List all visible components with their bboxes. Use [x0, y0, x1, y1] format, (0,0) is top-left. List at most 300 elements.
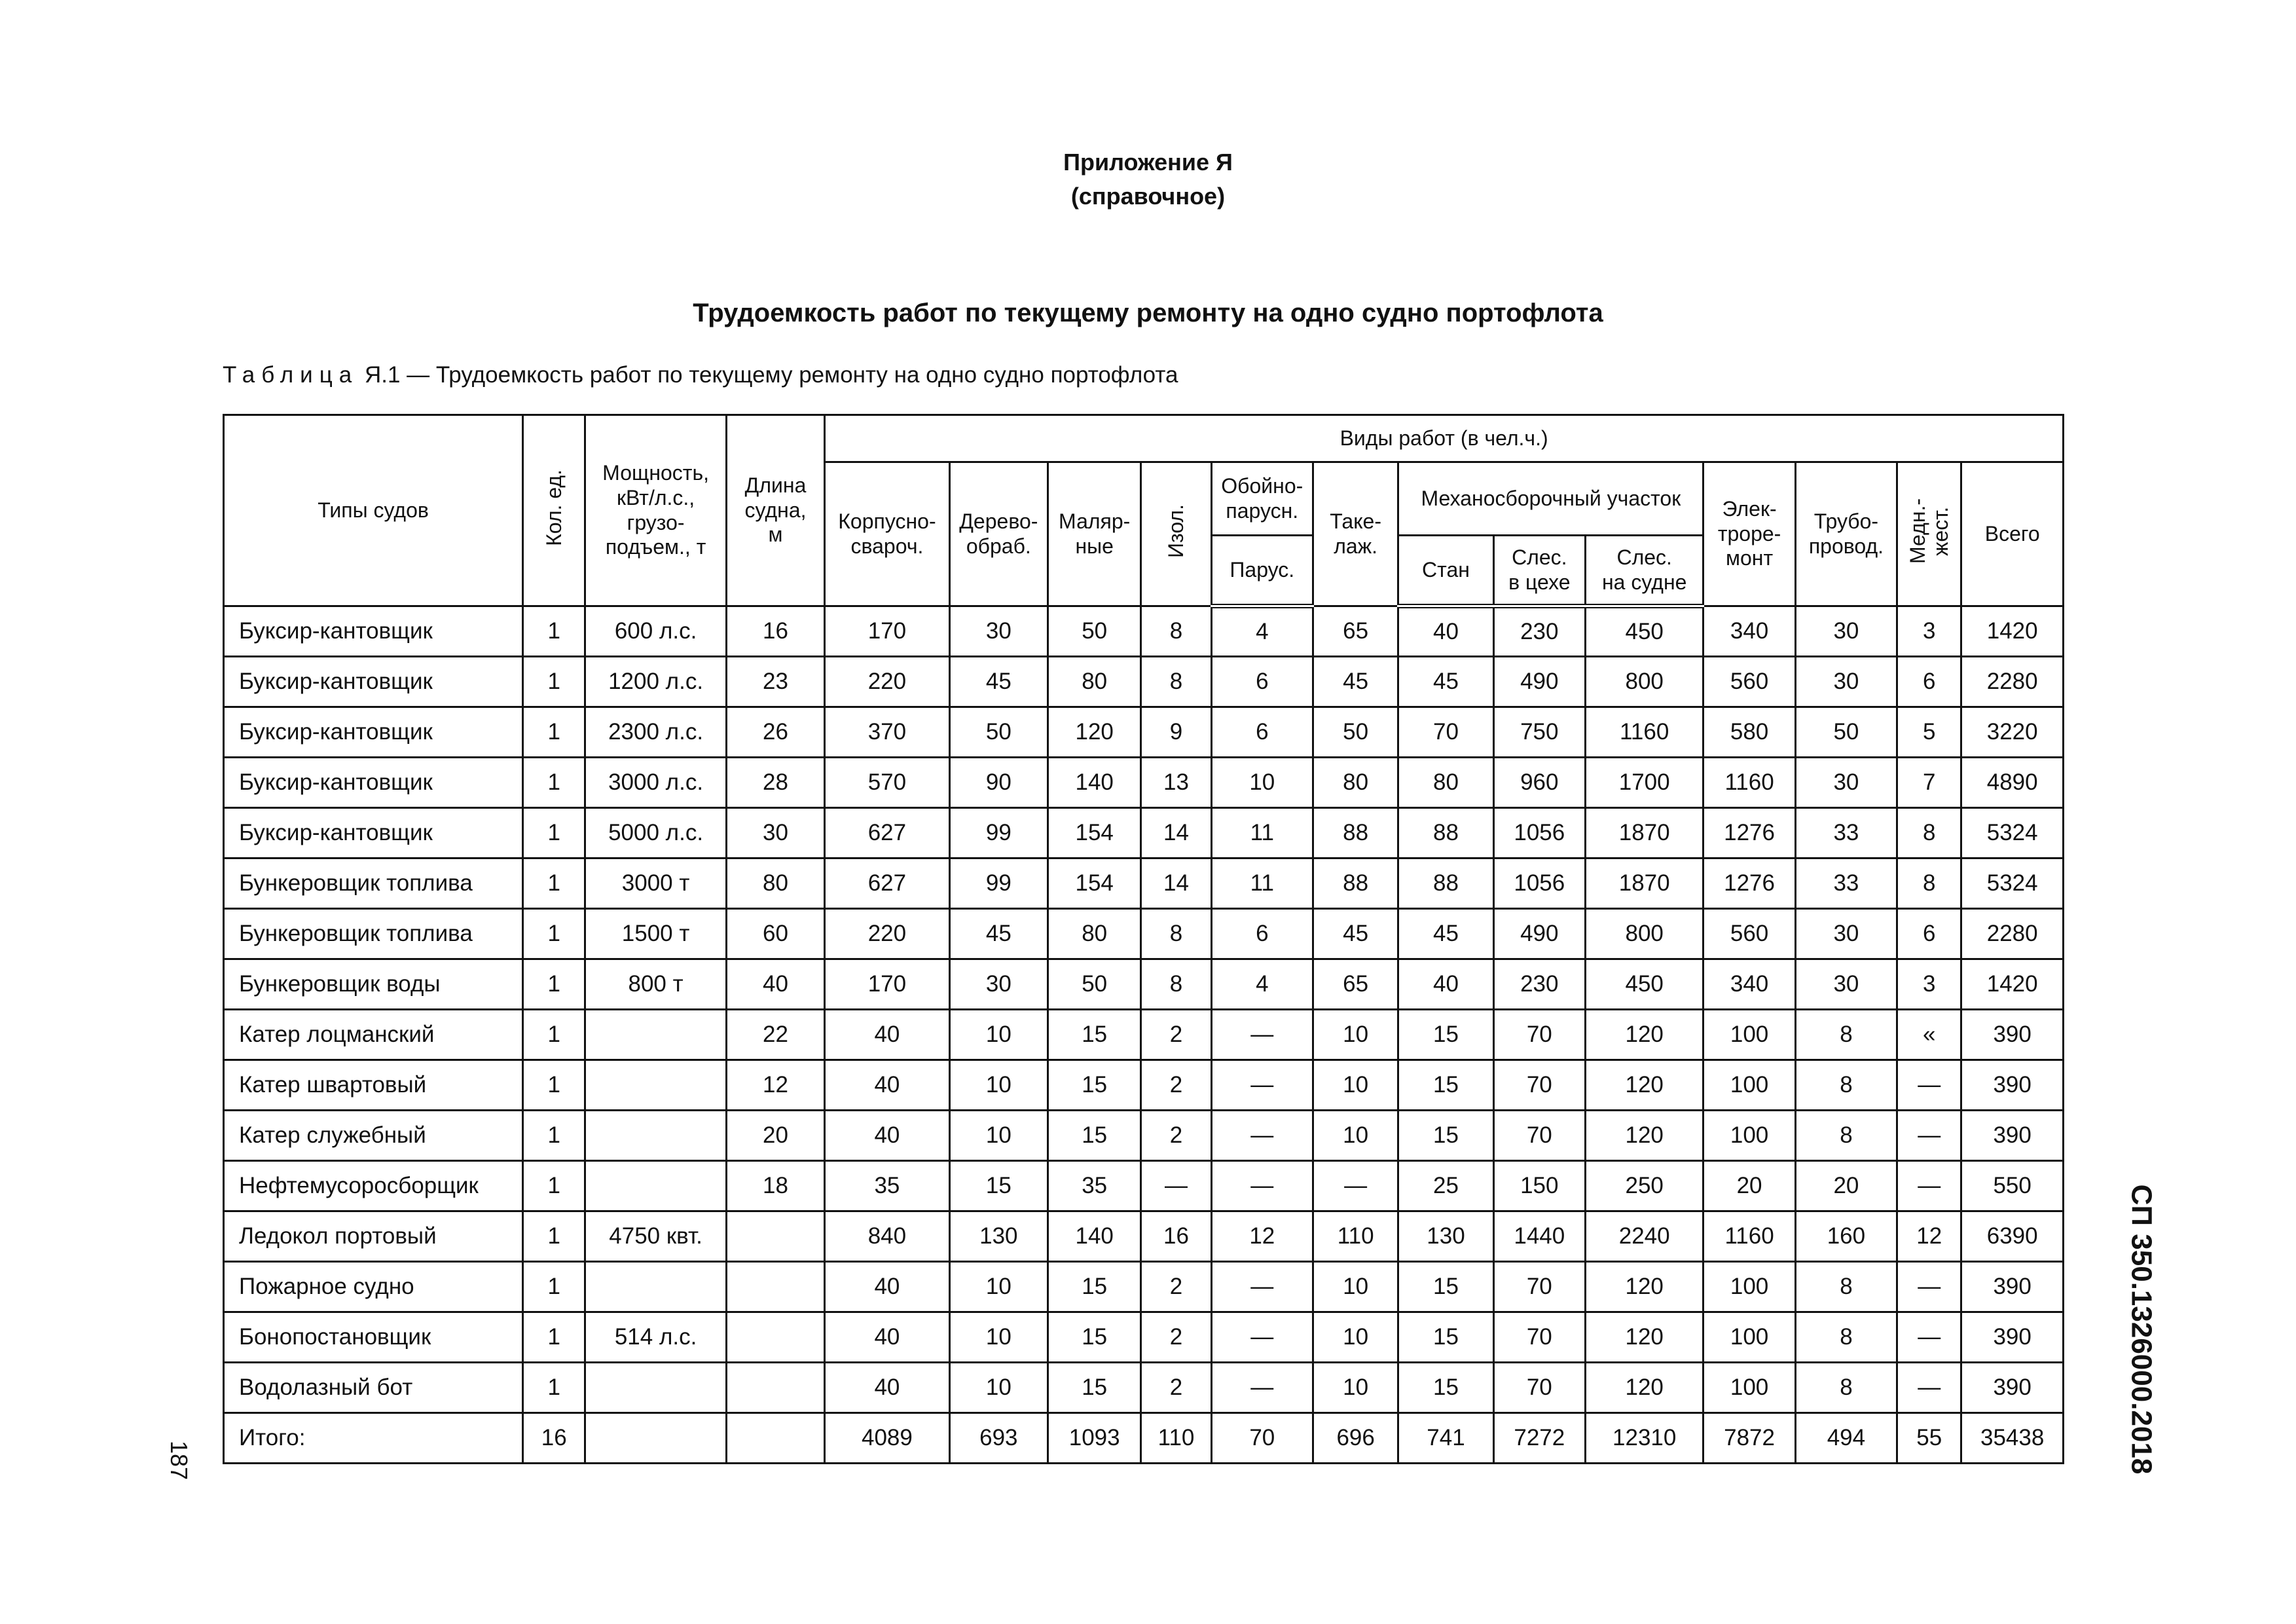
table-cell: 12 [1897, 1211, 1961, 1262]
table-cell: 25 [1398, 1161, 1493, 1211]
col-wood-line: Дерево- [959, 509, 1038, 533]
col-group-mechanical: Механосборочный участок [1398, 462, 1704, 536]
table-cell [585, 1262, 727, 1312]
col-machine: Стан [1398, 536, 1493, 606]
table-cell-ship-type: Итого: [224, 1413, 523, 1464]
table-row [224, 858, 2064, 909]
table-cell: 100 [1704, 1262, 1795, 1312]
table-cell: 65 [1313, 959, 1398, 1010]
table-row [224, 808, 2064, 858]
page-title: Трудоемкость работ по текущему ремонту на одно судно портофлота [693, 299, 1603, 327]
table-cell: 2 [1141, 1111, 1211, 1161]
table-cell: 18 [726, 1161, 824, 1211]
table-cell: 30 [726, 808, 824, 858]
table-row [224, 1312, 2064, 1363]
col-group-work-types: Виды работ (в чел.ч.) [825, 415, 2064, 462]
table-cell: 15 [1398, 1312, 1493, 1363]
table-cell: 560 [1704, 657, 1795, 707]
table-cell: 20 [1704, 1161, 1795, 1211]
table-cell: 40 [825, 1312, 949, 1363]
table-cell-ship-type: Бункеровщик топлива [224, 909, 523, 959]
table-cell: 6390 [1961, 1211, 2064, 1262]
col-uphol-line: парусн. [1226, 498, 1299, 523]
table-cell: 800 т [585, 959, 727, 1010]
table-cell: 1 [523, 1060, 585, 1111]
table-cell: 10 [1313, 1312, 1398, 1363]
table-cell: 9 [1141, 707, 1211, 758]
table-cell: 65 [1313, 606, 1398, 657]
table-cell: 16 [1141, 1211, 1211, 1262]
col-insulation [1141, 462, 1211, 606]
table-cell: 10 [1313, 1111, 1398, 1161]
table-cell-ship-type: Буксир-кантовщик [224, 606, 523, 657]
table-cell: 1 [523, 758, 585, 808]
table-cell: 7872 [1704, 1413, 1795, 1464]
table-cell: 15 [1398, 1010, 1493, 1060]
table-cell: 120 [1585, 1111, 1703, 1161]
table-cell: 100 [1704, 1010, 1795, 1060]
table-cell: 490 [1493, 909, 1585, 959]
col-woodwork [949, 462, 1048, 606]
table-cell: 35 [1048, 1161, 1141, 1211]
table-cell: 55 [1897, 1413, 1961, 1464]
table-cell: 5 [1897, 707, 1961, 758]
table-cell: 390 [1961, 1060, 2064, 1111]
page-number [149, 1434, 208, 1486]
table-cell: 250 [1585, 1161, 1703, 1211]
table-cell [726, 1363, 824, 1413]
table-row [224, 909, 2064, 959]
table-cell: 15 [1048, 1060, 1141, 1111]
table-caption-number: Я.1 [364, 362, 401, 388]
table-cell: 15 [1048, 1363, 1141, 1413]
table-cell: 5324 [1961, 858, 2064, 909]
col-fit-shop-line: Слес. [1512, 545, 1567, 569]
table-row [224, 1010, 2064, 1060]
col-upholstery [1211, 462, 1313, 536]
appendix-heading [0, 145, 2296, 213]
table-cell-ship-type: Бонопостановщик [224, 1312, 523, 1363]
table-cell: 80 [1048, 657, 1141, 707]
table-cell: 12 [726, 1060, 824, 1111]
table-cell: 88 [1398, 858, 1493, 909]
table-cell: 1870 [1585, 808, 1703, 858]
table-cell: 30 [949, 959, 1048, 1010]
table-cell: 800 [1585, 657, 1703, 707]
table-cell: 230 [1493, 606, 1585, 657]
col-painting [1048, 462, 1141, 606]
table-cell: — [1897, 1111, 1961, 1161]
table-cell-ship-type: Катер служебный [224, 1111, 523, 1161]
col-length-line: м [768, 523, 783, 547]
table-cell: 13 [1141, 758, 1211, 808]
table-cell: 10 [949, 1312, 1048, 1363]
col-insulation-label: Изол. [1163, 504, 1188, 559]
table-cell: 15 [1048, 1111, 1141, 1161]
col-pipe-line: Трубо- [1813, 509, 1879, 533]
table-row [224, 959, 2064, 1010]
page-number-text: 187 [165, 1440, 192, 1481]
col-copper-line: жест. [1928, 506, 1952, 556]
table-cell: 3000 л.с. [585, 758, 727, 808]
table-cell: 15 [1398, 1363, 1493, 1413]
table-cell: — [1211, 1312, 1313, 1363]
table-cell: 450 [1585, 606, 1703, 657]
table-cell: 40 [726, 959, 824, 1010]
table-cell: — [1211, 1010, 1313, 1060]
table-cell: 8 [1141, 959, 1211, 1010]
table-cell-ship-type: Катер лоцманский [224, 1010, 523, 1060]
table-row-total [224, 1413, 2064, 1464]
table-row [224, 1363, 2064, 1413]
table-cell: 627 [825, 808, 949, 858]
col-copper-tin [1897, 462, 1961, 606]
table-cell: 100 [1704, 1060, 1795, 1111]
table-cell: 50 [1795, 707, 1897, 758]
table-cell: 1700 [1585, 758, 1703, 808]
table-cell: 6 [1897, 657, 1961, 707]
table-cell: 8 [1795, 1060, 1897, 1111]
table-cell: 45 [949, 909, 1048, 959]
col-elec-line: монт [1726, 546, 1774, 570]
table-cell: 2280 [1961, 657, 2064, 707]
table-cell: 14 [1141, 858, 1211, 909]
table-cell: 1500 т [585, 909, 727, 959]
table-cell: 340 [1704, 606, 1795, 657]
table-cell: 120 [1585, 1010, 1703, 1060]
table-cell: 1420 [1961, 959, 2064, 1010]
table-cell: 45 [1398, 909, 1493, 959]
col-fit-ship-line: на судне [1601, 570, 1687, 594]
col-power-line: кВт/л.с., [617, 485, 695, 509]
col-count-label: Кол. ед. [541, 469, 566, 546]
table-cell: — [1141, 1161, 1211, 1211]
table-cell: 2240 [1585, 1211, 1703, 1262]
table-cell: 40 [825, 1060, 949, 1111]
col-power-line: подъем., т [605, 535, 706, 559]
table-cell: 390 [1961, 1363, 2064, 1413]
table-cell: 1056 [1493, 808, 1585, 858]
table-cell: 6 [1211, 707, 1313, 758]
table-cell: 10 [1211, 758, 1313, 808]
table-cell: 35 [825, 1161, 949, 1211]
table-cell: 1 [523, 1211, 585, 1262]
table-cell: 1160 [1704, 758, 1795, 808]
labor-table [223, 414, 2064, 1464]
table-cell: 960 [1493, 758, 1585, 808]
table-row [224, 1111, 2064, 1161]
table-cell: 4 [1211, 959, 1313, 1010]
table-cell: 4890 [1961, 758, 2064, 808]
table-row [224, 1262, 2064, 1312]
table-cell [585, 1413, 727, 1464]
table-cell: 45 [1313, 657, 1398, 707]
table-cell: 120 [1585, 1363, 1703, 1413]
table-cell: 3220 [1961, 707, 2064, 758]
col-electrical [1704, 462, 1795, 606]
table-cell: 33 [1795, 858, 1897, 909]
table-cell: 30 [1795, 959, 1897, 1010]
table-cell: 340 [1704, 959, 1795, 1010]
col-power-line: Мощность, [602, 461, 709, 485]
table-cell: 2280 [1961, 909, 2064, 959]
table-cell: 1200 л.с. [585, 657, 727, 707]
col-fit-ship-line: Слес. [1616, 545, 1672, 569]
table-cell: 741 [1398, 1413, 1493, 1464]
table-cell [585, 1010, 727, 1060]
table-cell: 15 [1398, 1060, 1493, 1111]
table-cell: 30 [1795, 758, 1897, 808]
table-cell: 230 [1493, 959, 1585, 1010]
table-cell: 390 [1961, 1111, 2064, 1161]
col-ship-types: Типы судов [224, 415, 523, 606]
table-cell: 70 [1493, 1262, 1585, 1312]
table-cell: 40 [825, 1010, 949, 1060]
table-cell: 50 [1048, 606, 1141, 657]
table-cell: — [1313, 1161, 1398, 1211]
table-cell: 12310 [1585, 1413, 1703, 1464]
table-cell: — [1897, 1363, 1961, 1413]
table-cell: 3 [1897, 959, 1961, 1010]
table-cell: 8 [1141, 909, 1211, 959]
table-cell: 150 [1493, 1161, 1585, 1211]
table-cell-ship-type: Катер швартовый [224, 1060, 523, 1111]
table-cell: 23 [726, 657, 824, 707]
table-cell: 1 [523, 1312, 585, 1363]
table-cell: 1 [523, 1111, 585, 1161]
table-cell: 1276 [1704, 808, 1795, 858]
table-cell: 60 [726, 909, 824, 959]
table-cell: 10 [1313, 1060, 1398, 1111]
table-cell: 70 [1493, 1111, 1585, 1161]
table-cell: 1 [523, 909, 585, 959]
table-cell: 10 [949, 1010, 1048, 1060]
col-wood-line: обраб. [966, 534, 1031, 558]
table-cell: 560 [1704, 909, 1795, 959]
col-hull-line: Корпусно- [838, 509, 936, 533]
table-cell: 5000 л.с. [585, 808, 727, 858]
table-cell: 1 [523, 858, 585, 909]
table-cell: 11 [1211, 858, 1313, 909]
table-cell: 370 [825, 707, 949, 758]
col-copper-label [1906, 498, 1952, 564]
col-paint-line: ные [1075, 534, 1114, 558]
table-cell: 50 [1313, 707, 1398, 758]
table-cell-ship-type: Водолазный бот [224, 1363, 523, 1413]
table-cell: 80 [1398, 758, 1493, 808]
table-cell: 1420 [1961, 606, 2064, 657]
table-cell [585, 1161, 727, 1211]
table-cell: 40 [1398, 959, 1493, 1010]
table-cell: 8 [1795, 1010, 1897, 1060]
table-row [224, 1060, 2064, 1111]
table-cell: 10 [1313, 1262, 1398, 1312]
table-cell: 8 [1897, 808, 1961, 858]
table-cell: — [1897, 1060, 1961, 1111]
table-cell: 14 [1141, 808, 1211, 858]
table-cell-ship-type: Буксир-кантовщик [224, 758, 523, 808]
table-cell: 1 [523, 657, 585, 707]
table-cell: 70 [1493, 1312, 1585, 1363]
col-hull-welding [825, 462, 949, 606]
table-cell: 1 [523, 1262, 585, 1312]
table-cell: 130 [1398, 1211, 1493, 1262]
table-cell: 40 [825, 1111, 949, 1161]
table-cell: 40 [1398, 606, 1493, 657]
table-cell: 88 [1398, 808, 1493, 858]
table-cell: 80 [1313, 758, 1398, 808]
table-cell: 154 [1048, 858, 1141, 909]
table-cell: 80 [726, 858, 824, 909]
table-cell: 1160 [1704, 1211, 1795, 1262]
table-cell: — [1211, 1161, 1313, 1211]
col-length [726, 415, 824, 606]
col-rigging-line: Таке- [1330, 509, 1381, 533]
col-sail: Парус. [1211, 536, 1313, 606]
table-cell: 30 [1795, 606, 1897, 657]
table-cell: 10 [1313, 1363, 1398, 1413]
table-cell-ship-type: Буксир-кантовщик [224, 707, 523, 758]
table-cell: 15 [949, 1161, 1048, 1211]
table-cell: 1 [523, 808, 585, 858]
table-cell: 1056 [1493, 858, 1585, 909]
table-cell-ship-type: Нефтемусоросборщик [224, 1161, 523, 1211]
col-rigging [1313, 462, 1398, 606]
table-cell: — [1897, 1312, 1961, 1363]
col-count [523, 415, 585, 606]
table-cell: 550 [1961, 1161, 2064, 1211]
table-cell: 840 [825, 1211, 949, 1262]
col-power-line: грузо- [627, 510, 685, 534]
col-fitter-shop [1493, 536, 1585, 606]
table-cell: 10 [949, 1060, 1048, 1111]
table-cell: 627 [825, 858, 949, 909]
table-cell: 15 [1398, 1111, 1493, 1161]
table-cell: 2 [1141, 1312, 1211, 1363]
table-cell-ship-type: Ледокол портовый [224, 1211, 523, 1262]
col-copper-line: Медн.- [1905, 498, 1929, 564]
table-cell: 70 [1211, 1413, 1313, 1464]
appendix-status: (справочное) [1070, 183, 1226, 210]
table-cell: 8 [1795, 1312, 1897, 1363]
table-cell: 7 [1897, 758, 1961, 808]
table-body [224, 606, 2064, 1464]
col-fit-shop-line: в цехе [1508, 570, 1571, 594]
table-cell [726, 1262, 824, 1312]
table-cell: 2 [1141, 1060, 1211, 1111]
table-cell: « [1897, 1010, 1961, 1060]
table-row [224, 707, 2064, 758]
table-cell: 40 [825, 1363, 949, 1413]
table-cell: 693 [949, 1413, 1048, 1464]
table-cell: 696 [1313, 1413, 1398, 1464]
table-cell: 99 [949, 858, 1048, 909]
table-cell: 750 [1493, 707, 1585, 758]
table-cell: 16 [523, 1413, 585, 1464]
table-cell: 6 [1897, 909, 1961, 959]
table-cell: 88 [1313, 858, 1398, 909]
col-hull-line: свароч. [850, 534, 924, 558]
table-cell: 2 [1141, 1363, 1211, 1413]
table-cell [726, 1413, 824, 1464]
table-cell: 10 [949, 1262, 1048, 1312]
table-cell: 1093 [1048, 1413, 1141, 1464]
table-cell: 35438 [1961, 1413, 2064, 1464]
table-cell: 45 [949, 657, 1048, 707]
table-cell: 12 [1211, 1211, 1313, 1262]
table-cell: 100 [1704, 1312, 1795, 1363]
table-cell: 1 [523, 707, 585, 758]
table-cell: 8 [1795, 1363, 1897, 1413]
table-cell: — [1211, 1111, 1313, 1161]
table-cell [726, 1312, 824, 1363]
table-cell: 10 [949, 1111, 1048, 1161]
table-cell: 70 [1493, 1363, 1585, 1413]
table-cell: 120 [1585, 1262, 1703, 1312]
table-cell: 70 [1493, 1010, 1585, 1060]
table-cell: 390 [1961, 1262, 2064, 1312]
col-pipe-line: провод. [1808, 534, 1884, 558]
table-cell-ship-type: Бункеровщик воды [224, 959, 523, 1010]
table-cell: 90 [949, 758, 1048, 808]
table-caption-label: Таблица [223, 362, 359, 388]
table-cell: 8 [1795, 1111, 1897, 1161]
table-cell: 4 [1211, 606, 1313, 657]
table-cell: 570 [825, 758, 949, 808]
table-cell: 450 [1585, 959, 1703, 1010]
table-cell: 140 [1048, 758, 1141, 808]
table-cell: 1 [523, 1363, 585, 1413]
table-cell: 154 [1048, 808, 1141, 858]
table-cell [726, 1211, 824, 1262]
table-cell: 3000 т [585, 858, 727, 909]
table-row [224, 657, 2064, 707]
col-power [585, 415, 727, 606]
table-cell: 100 [1704, 1111, 1795, 1161]
table-cell: — [1211, 1060, 1313, 1111]
table-cell: 50 [1048, 959, 1141, 1010]
table-cell: 170 [825, 959, 949, 1010]
table-cell: 20 [726, 1111, 824, 1161]
table-cell: 7272 [1493, 1413, 1585, 1464]
table-cell [585, 1111, 727, 1161]
document-code-text: СП 350.1326000.2018 [2125, 1184, 2158, 1475]
table-cell: 120 [1048, 707, 1141, 758]
table-cell: 8 [1141, 657, 1211, 707]
table-cell: 600 л.с. [585, 606, 727, 657]
table-cell: 45 [1313, 909, 1398, 959]
table-cell: 30 [1795, 657, 1897, 707]
table-cell: 1 [523, 959, 585, 1010]
table-cell: — [1897, 1262, 1961, 1312]
table-header [224, 415, 2064, 606]
appendix-label: Приложение Я [1063, 149, 1233, 175]
table-cell: 15 [1048, 1262, 1141, 1312]
table-cell: 1440 [1493, 1211, 1585, 1262]
table-cell-ship-type: Буксир-кантовщик [224, 808, 523, 858]
table-cell: 490 [1493, 657, 1585, 707]
table-row [224, 758, 2064, 808]
table-cell: 110 [1313, 1211, 1398, 1262]
table-cell: 16 [726, 606, 824, 657]
table-caption [223, 360, 1178, 390]
table-cell: 10 [1313, 1010, 1398, 1060]
table-cell: 4089 [825, 1413, 949, 1464]
table-cell: 6 [1211, 909, 1313, 959]
table-cell: 120 [1585, 1312, 1703, 1363]
table-cell: 4750 квт. [585, 1211, 727, 1262]
table-cell: 390 [1961, 1010, 2064, 1060]
